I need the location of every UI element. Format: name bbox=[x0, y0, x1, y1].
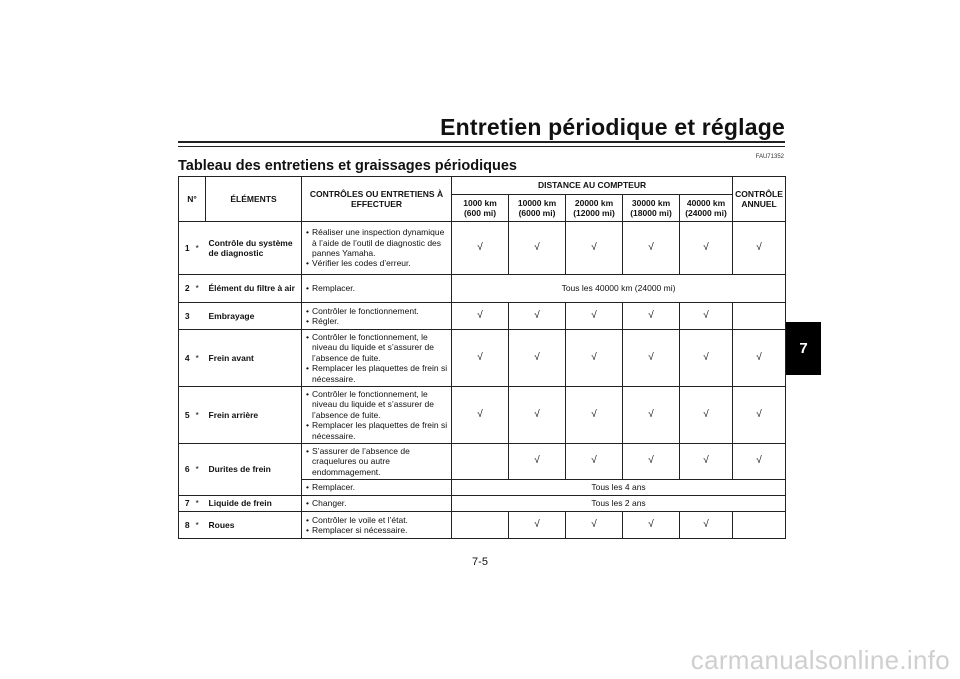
check-mark: √ bbox=[680, 330, 733, 387]
action-item: • Remplacer. bbox=[305, 482, 449, 492]
check-mark: √ bbox=[623, 222, 680, 275]
maintenance-table bbox=[178, 176, 786, 539]
row-number: 2 bbox=[179, 275, 196, 303]
interval-cell: Tous les 4 ans bbox=[452, 480, 786, 496]
check-mark: √ bbox=[509, 222, 566, 275]
action-cell bbox=[302, 222, 452, 275]
page-title: Entretien périodique et réglage bbox=[440, 114, 785, 140]
check-mark: √ bbox=[623, 303, 680, 330]
check-mark: √ bbox=[452, 222, 509, 275]
check-mark: √ bbox=[623, 512, 680, 539]
row-item: Liquide de frein bbox=[206, 496, 302, 512]
action-item: • Contrôler le fonctionnement. bbox=[305, 306, 449, 316]
check-mark: √ bbox=[509, 444, 566, 480]
table-row bbox=[179, 512, 786, 539]
check-mark: √ bbox=[623, 330, 680, 387]
row-number: 1 bbox=[179, 222, 196, 275]
row-item: Roues bbox=[206, 512, 302, 539]
action-item: • Remplacer si nécessaire. bbox=[305, 525, 449, 535]
action-item: • Remplacer les plaquettes de frein si nécessaire. bbox=[305, 420, 449, 441]
check-mark: √ bbox=[680, 303, 733, 330]
row-number: 4 bbox=[179, 330, 196, 387]
header-annual: CONTRÔLE ANNUEL bbox=[733, 177, 786, 222]
document-code: FAU71352 bbox=[755, 154, 784, 160]
check-mark: √ bbox=[733, 444, 786, 480]
row-star: * bbox=[196, 512, 206, 539]
header-no: N° bbox=[179, 177, 206, 222]
row-star: * bbox=[196, 444, 206, 496]
empty-cell bbox=[452, 444, 509, 480]
action-item: • S’assurer de l’absence de craquelures ou autre endommagement. bbox=[305, 446, 449, 477]
row-number: 5 bbox=[179, 387, 196, 444]
empty-cell bbox=[733, 303, 786, 330]
check-mark: √ bbox=[509, 330, 566, 387]
header-km-2: 10000 km (6000 mi) bbox=[509, 195, 566, 222]
row-item: Contrôle du système de diagnostic bbox=[206, 222, 302, 275]
row-star bbox=[196, 303, 206, 330]
row-item: Élément du filtre à air bbox=[206, 275, 302, 303]
table-body bbox=[179, 222, 786, 539]
row-item: Durites de frein bbox=[206, 444, 302, 496]
action-item: • Contrôler le fonctionnement, le niveau du liquide et s’assurer de l’absence de fuite. bbox=[305, 389, 449, 420]
check-mark: √ bbox=[452, 330, 509, 387]
check-mark: √ bbox=[680, 222, 733, 275]
table-row bbox=[179, 387, 786, 444]
action-item: • Vérifier les codes d’erreur. bbox=[305, 258, 449, 268]
action-item: • Remplacer les plaquettes de frein si nécessaire. bbox=[305, 363, 449, 384]
row-star: * bbox=[196, 387, 206, 444]
action-cell bbox=[302, 480, 452, 496]
check-mark: √ bbox=[733, 222, 786, 275]
action-cell bbox=[302, 275, 452, 303]
watermark: carmanualsonline.info bbox=[690, 645, 950, 675]
check-mark: √ bbox=[566, 444, 623, 480]
interval-cell: Tous les 40000 km (24000 mi) bbox=[452, 275, 786, 303]
action-cell bbox=[302, 496, 452, 512]
header-rule-thin bbox=[178, 146, 785, 147]
check-mark: √ bbox=[566, 330, 623, 387]
row-number: 7 bbox=[179, 496, 196, 512]
header-rule bbox=[178, 141, 785, 143]
action-item: • Réaliser une inspection dynamique à l’aide de l’outil de diagnostic des pannes Yamaha. bbox=[305, 227, 449, 258]
action-item: • Remplacer. bbox=[305, 283, 449, 293]
check-mark: √ bbox=[566, 512, 623, 539]
row-item: Frein arrière bbox=[206, 387, 302, 444]
check-mark: √ bbox=[509, 512, 566, 539]
header-distance: DISTANCE AU COMPTEUR bbox=[452, 177, 733, 195]
row-item: Embrayage bbox=[206, 303, 302, 330]
row-star: * bbox=[196, 496, 206, 512]
check-mark: √ bbox=[509, 303, 566, 330]
interval-cell: Tous les 2 ans bbox=[452, 496, 786, 512]
row-star: * bbox=[196, 330, 206, 387]
empty-cell bbox=[452, 512, 509, 539]
check-mark: √ bbox=[733, 387, 786, 444]
check-mark: √ bbox=[623, 444, 680, 480]
page-number: 7-5 bbox=[472, 556, 488, 568]
check-mark: √ bbox=[452, 387, 509, 444]
check-mark: √ bbox=[566, 222, 623, 275]
table-row bbox=[179, 275, 786, 303]
header-km-4: 30000 km (18000 mi) bbox=[623, 195, 680, 222]
row-item: Frein avant bbox=[206, 330, 302, 387]
action-cell bbox=[302, 512, 452, 539]
action-item: • Régler. bbox=[305, 316, 449, 326]
row-number: 3 bbox=[179, 303, 196, 330]
table-row bbox=[179, 330, 786, 387]
table-row bbox=[179, 303, 786, 330]
check-mark: √ bbox=[566, 387, 623, 444]
action-cell bbox=[302, 330, 452, 387]
check-mark: √ bbox=[509, 387, 566, 444]
check-mark: √ bbox=[733, 330, 786, 387]
header-km-3: 20000 km (12000 mi) bbox=[566, 195, 623, 222]
row-star: * bbox=[196, 275, 206, 303]
check-mark: √ bbox=[680, 387, 733, 444]
header-km-1: 1000 km (600 mi) bbox=[452, 195, 509, 222]
row-number: 6 bbox=[179, 444, 196, 496]
row-star: * bbox=[196, 222, 206, 275]
action-cell bbox=[302, 387, 452, 444]
action-item: • Changer. bbox=[305, 498, 449, 508]
action-cell bbox=[302, 303, 452, 330]
action-item: • Contrôler le voile et l’état. bbox=[305, 515, 449, 525]
row-number: 8 bbox=[179, 512, 196, 539]
header-km-5: 40000 km (24000 mi) bbox=[680, 195, 733, 222]
chapter-tab: 7 bbox=[786, 322, 821, 375]
check-mark: √ bbox=[566, 303, 623, 330]
check-mark: √ bbox=[623, 387, 680, 444]
header-actions: CONTRÔLES OU ENTRETIENS À EFFECTUER bbox=[302, 177, 452, 222]
check-mark: √ bbox=[452, 303, 509, 330]
action-item: • Contrôler le fonctionnement, le niveau du liquide et s’assurer de l’absence de fuite. bbox=[305, 332, 449, 363]
check-mark: √ bbox=[680, 444, 733, 480]
section-title: Tableau des entretiens et graissages périodiques bbox=[178, 158, 517, 174]
action-cell bbox=[302, 444, 452, 480]
check-mark: √ bbox=[680, 512, 733, 539]
table-row bbox=[179, 222, 786, 275]
table-row bbox=[179, 496, 786, 512]
table-row bbox=[179, 444, 786, 480]
empty-cell bbox=[733, 512, 786, 539]
header-items: ÉLÉMENTS bbox=[206, 177, 302, 222]
